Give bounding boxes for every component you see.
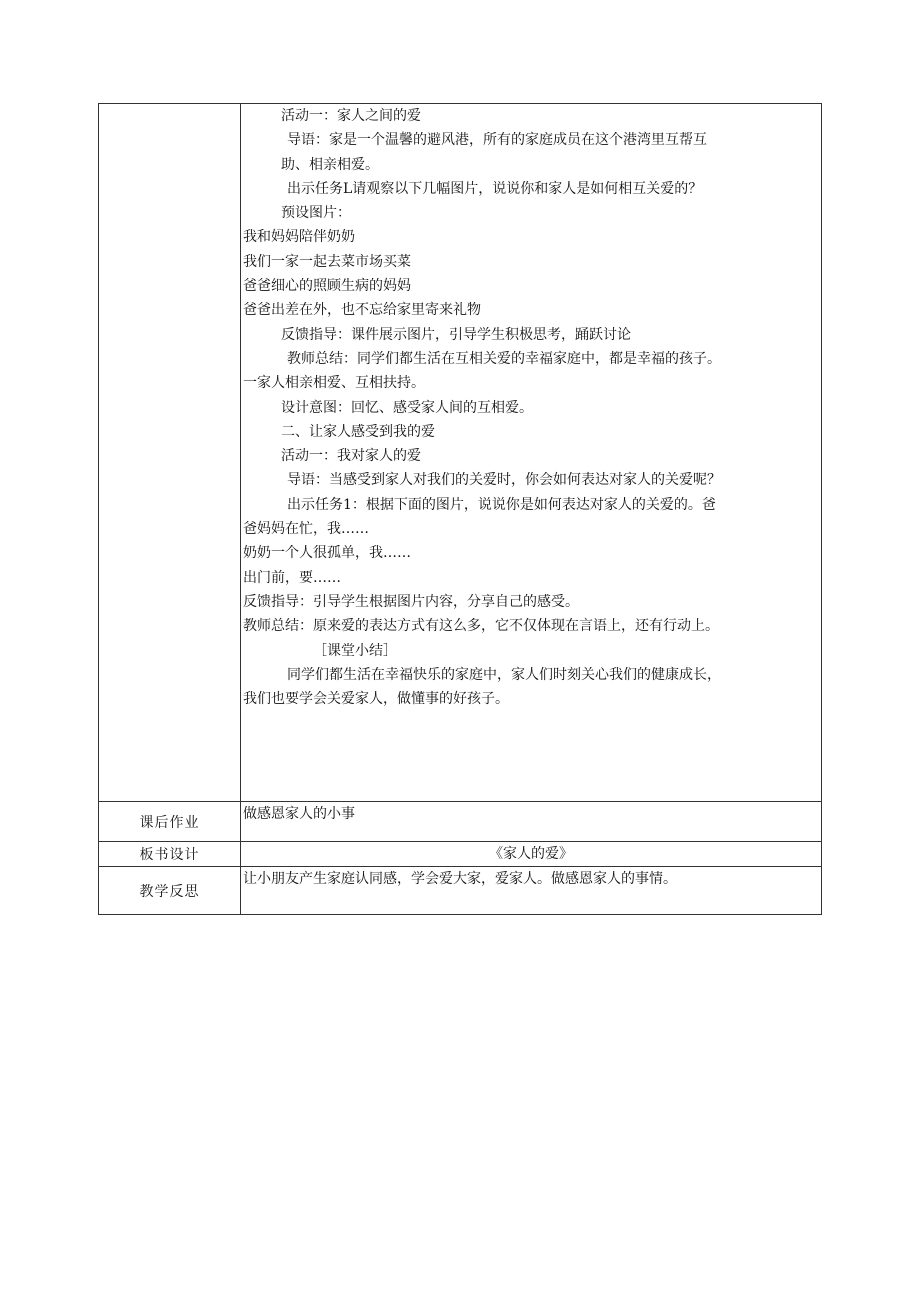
main-label-cell [99, 104, 241, 802]
content-line: 教师总结：原来爱的表达方式有这么多，它不仅体现在言语上，还有行动上。 [243, 618, 719, 635]
board-label: 板书设计 [99, 842, 241, 867]
content-line: 我们一家一起去菜市场买菜 [243, 253, 411, 270]
content-line: 教师总结：同学们都生活在互相关爱的幸福家庭中，都是幸福的孩子。 [287, 350, 721, 367]
main-content-row [99, 104, 822, 802]
reflection-cell [241, 867, 822, 915]
homework-label: 课后作业 [99, 802, 241, 842]
content-line: 设计意图：回忆、感受家人间的互相爱。 [281, 399, 533, 416]
content-line: 出示任务L请观察以下几幅图片，说说你和家人是如何相互关爱的？ [287, 180, 703, 197]
content-line: 爸爸出差在外，也不忘给家里寄来礼物 [243, 302, 481, 319]
content-line: 出示任务1：根据下面的图片，说说你是如何表达对家人的关爱的。爸 [287, 496, 716, 513]
content-line: 反馈指导：课件展示图片，引导学生积极思考，踊跃讨论 [281, 326, 631, 343]
content-line: 活动一：家人之间的爱 [281, 108, 421, 124]
homework-text: 做感恩家人的小事 [243, 806, 355, 822]
main-content-cell [241, 104, 822, 802]
content-line: ［课堂小结］ [313, 642, 397, 659]
content-line: 反馈指导：引导学生根据图片内容，分享自己的感受。 [243, 593, 579, 610]
content-line: 二、让家人感受到我的爱 [281, 423, 435, 440]
content-line: 导语：家是一个温馨的避风港，所有的家庭成员在这个港湾里互帮互 [287, 132, 707, 149]
board-row [99, 842, 822, 867]
content-line: 助、相亲相爱。 [281, 156, 379, 173]
content-line: 同学们都生活在幸福快乐的家庭中，家人们时刻关心我们的健康成长， [287, 666, 721, 683]
content-line: 预设图片： [281, 205, 351, 222]
lesson-plan-table [98, 103, 822, 915]
board-cell [241, 842, 822, 867]
reflection-row [99, 867, 822, 915]
reflection-text: 让小朋友产生家庭认同感，学会爱大家，爱家人。做感恩家人的事情。 [243, 871, 677, 887]
content-line: 我们也要学会关爱家人，做懂事的好孩子。 [243, 691, 509, 708]
reflection-label: 教学反思 [99, 867, 241, 915]
main-content-block [243, 104, 817, 801]
content-line: 我和妈妈陪伴奶奶 [243, 229, 355, 246]
content-line: 导语：当感受到家人对我们的关爱时，你会如何表达对家人的关爱呢？ [287, 472, 721, 489]
content-line: 活动一：我对家人的爱 [281, 448, 421, 465]
content-line: 出门前，要…… [243, 569, 341, 586]
content-line: 奶奶一个人很孤单，我…… [243, 545, 411, 562]
homework-cell [241, 802, 822, 842]
board-title: 《家人的爱》 [489, 846, 573, 862]
homework-row [99, 802, 822, 842]
content-line: 爸妈妈在忙，我…… [243, 521, 369, 538]
content-line: 爸爸细心的照顾生病的妈妈 [243, 278, 411, 295]
content-line: 一家人相亲相爱、互相扶持。 [243, 375, 425, 392]
